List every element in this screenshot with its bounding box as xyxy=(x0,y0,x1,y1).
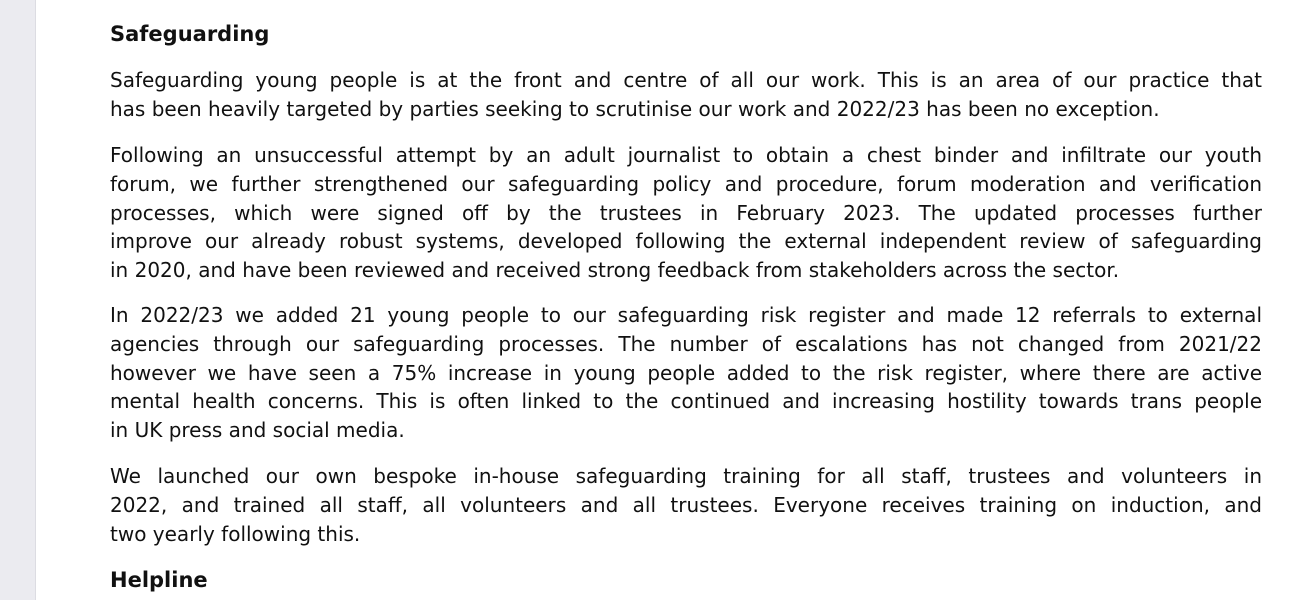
paragraph-3 xyxy=(110,301,1262,445)
viewer-left-gutter xyxy=(0,0,36,600)
paragraph-line: forum, we further strengthened our safeguarding policy and procedure, forum moderation and verification xyxy=(110,171,1262,196)
paragraph-line: agencies through our safeguarding processes. The number of escalations has not changed from 2021/22 xyxy=(110,331,1262,356)
paragraph-line: processes, which were signed off by the trustees in February 2023. The updated processes further xyxy=(110,200,1262,225)
document-page xyxy=(36,0,1301,600)
paragraph-line: Safeguarding young people is at the front and centre of all our work. This is an area of our practice that xyxy=(110,68,1262,92)
paragraph-line: 2022, and trained all staff, all volunteers and all trustees. Everyone receives training on induction, and xyxy=(110,492,1262,517)
paragraph-line: has been heavily targeted by parties seeking to scrutinise our work and 2022/23 has been no exception. xyxy=(110,96,1160,121)
paragraph-line: in UK press and social media. xyxy=(110,418,405,443)
paragraph-line: improve our already robust systems, developed following the external independent review of safeguarding xyxy=(110,229,1262,254)
paragraph-line: mental health concerns. This is often linked to the continued and increasing hostility towards trans people xyxy=(110,389,1262,414)
paragraph-line: Following an unsuccessful attempt by an adult journalist to obtain a chest binder and infiltrate our youth xyxy=(110,143,1262,167)
paragraph-line: in 2020, and have been reviewed and received strong feedback from stakeholders across the sector. xyxy=(110,258,1120,283)
paragraph-2 xyxy=(110,141,1262,285)
section-heading-helpline: Helpline xyxy=(110,568,208,592)
paragraph-line: We launched our own bespoke in-house safeguarding training for all staff, trustees and volunteers in xyxy=(110,464,1262,488)
paragraph-line: however we have seen a 75% increase in young people added to the risk register, where there are active xyxy=(110,360,1262,385)
paragraph-1 xyxy=(110,66,1262,124)
section-heading-safeguarding: Safeguarding xyxy=(110,22,270,46)
paragraph-line: In 2022/23 we added 21 young people to our safeguarding risk register and made 12 referrals to external xyxy=(110,303,1262,327)
paragraph-line: two yearly following this. xyxy=(110,521,361,546)
paragraph-4 xyxy=(110,462,1262,548)
